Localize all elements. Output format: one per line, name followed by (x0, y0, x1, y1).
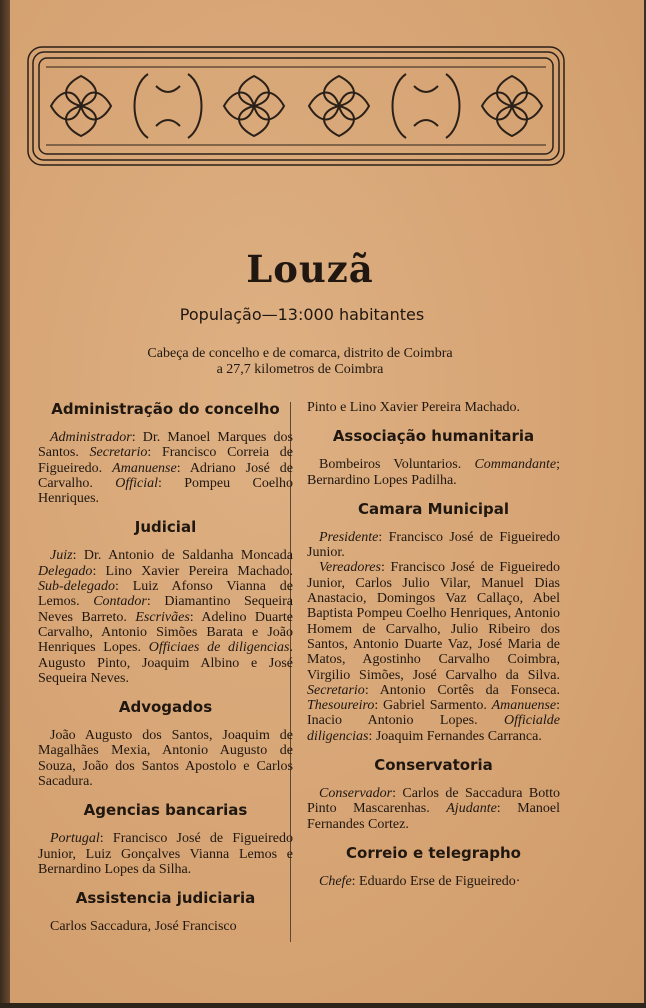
left-column (38, 400, 293, 947)
paragraph-advogados: João Augusto dos Santos, Joaquim de Magalhães Mexia, Antonio Augusto de Souza, João dos Santos Apostolo e Carlos Sacadura. (38, 728, 293, 790)
text: : Joaquim Fernandes Carranca. (368, 728, 542, 744)
role: Juiz (50, 548, 73, 564)
text: : Inacio Antonio Lopes. (307, 698, 560, 729)
text: Bombeiros Voluntarios. (319, 457, 475, 473)
role: Thesoureiro (307, 698, 375, 714)
text: : Manoel Fernandes Cortez. (307, 801, 560, 832)
text: : Francisco Correia de Figueiredo. (38, 445, 293, 476)
heading-camara: Camara Municipal (357, 499, 510, 518)
heading-agencias: Agencias bancarias (83, 801, 248, 820)
text: : Francisco José de Figueiredo Junior. (307, 529, 560, 561)
role: Amanuense (112, 460, 177, 476)
text: : Lino Xavier Pereira Machado. (92, 563, 293, 579)
heading-judicial: Judicial (134, 518, 197, 537)
paragraph-humanitaria (307, 457, 560, 488)
subtitle-line-1: Cabeça de concelho e de comarca, distrito de Coimbra (147, 346, 453, 361)
right-column (307, 400, 560, 901)
paragraph-judicial (38, 548, 293, 686)
book-page (10, 0, 644, 1003)
text: : Diamantino Sequeira Neves Barreto. (38, 594, 293, 625)
role: Delegado (38, 563, 93, 579)
heading-advogados: Advogados (118, 698, 213, 717)
text: : Gabriel Sarmento. (374, 698, 492, 714)
paragraph-vereadores (307, 560, 560, 744)
role: Secretario (307, 682, 365, 698)
paragraph-continuation: Pinto e Lino Xavier Pereira Machado. (307, 400, 521, 415)
text: : Luiz Afonso Vianna de Lemos. (38, 579, 293, 610)
page-title: Louzã (246, 247, 374, 291)
text: : Antonio Cortês da Fonseca. (364, 682, 560, 698)
role: Official (115, 475, 158, 491)
text: : Francisco José de Figueiredo Junior, Carlos Julio Vilar, Manuel Dias Anastacio, Domingos Vaz Callaço, Abel Baptista Pompeu Coelho Henriques, Antonio Homem de Carvalho, Julio Ribeiro dos Santos, Antonio Duarte Vaz, José Maria de Matos, Agostinho Carvalho Coimbra, Virgilio Simões, José Carvalho da Silva. (307, 560, 560, 683)
text: : Eduardo Erse de Figueiredo· (351, 873, 521, 889)
heading-assistencia: Assistencia judiciaria (75, 889, 256, 908)
paragraph-conservatoria (307, 786, 560, 832)
role: Vereadores (319, 560, 381, 576)
text: : Adelino Duarte Carvalho, Antonio Simões Barata e João Henriques Lopes. (38, 609, 293, 656)
heading-correio: Correio e telegrapho (346, 843, 521, 862)
role: Chefe (319, 873, 352, 889)
text: : Adriano José de Carvalho. (38, 460, 293, 491)
paragraph-agencias (38, 831, 293, 877)
role: Officialde diligencias (307, 713, 560, 744)
role: Escrivães (135, 609, 190, 625)
text: : Francisco José de Figueiredo Junior, Luiz Gonçalves Vianna Lemos e Bernardino Lopes da Silha. (38, 831, 293, 877)
book-spine (0, 0, 10, 1008)
subtitle-line-2: a 27,7 kilometros de Coimbra (216, 362, 384, 377)
paragraph-presidente (307, 530, 560, 561)
role: Ajudante (446, 801, 497, 817)
text: : Dr. Antonio de Saldanha Moncada (72, 548, 293, 564)
role: Conservador (319, 786, 393, 802)
text: : Pompeu Coelho Henriques. (38, 475, 293, 507)
heading-administracao: Administração do concelho (51, 400, 280, 418)
text: . Augusto Pinto, Joaquim Albino e José Sequeira Neves. (38, 640, 293, 686)
page-edge-bottom (0, 1003, 646, 1008)
ornamental-banner (26, 45, 566, 167)
text: ; Bernardino Lopes Padilha. (307, 457, 560, 488)
paragraph-assistencia: Carlos Saccadura, José Francisco (50, 919, 237, 935)
paragraph-correio (307, 874, 560, 889)
text: : Dr. Manoel Marques dos Santos. (38, 430, 293, 461)
text: : Carlos de Saccadura Botto Pinto Mascarenhas. (307, 786, 560, 817)
role: Secretario (89, 445, 148, 461)
heading-conservatoria: Conservatoria (374, 756, 493, 775)
role: Portugal (50, 831, 100, 847)
role: Sub-delegado (38, 579, 115, 595)
heading-humanitaria: Associação humanitaria (332, 427, 535, 446)
role: Contador (93, 594, 147, 610)
role: Officiaes de diligencias (148, 640, 290, 656)
subtitle (10, 346, 590, 378)
role: Presidente (319, 529, 379, 545)
role: Amanuense (491, 698, 557, 714)
paragraph-administracao (38, 430, 293, 506)
role: Commandante (474, 457, 557, 473)
population-line: População—13:000 habitantes (179, 305, 425, 324)
role: Administrador (50, 430, 132, 445)
